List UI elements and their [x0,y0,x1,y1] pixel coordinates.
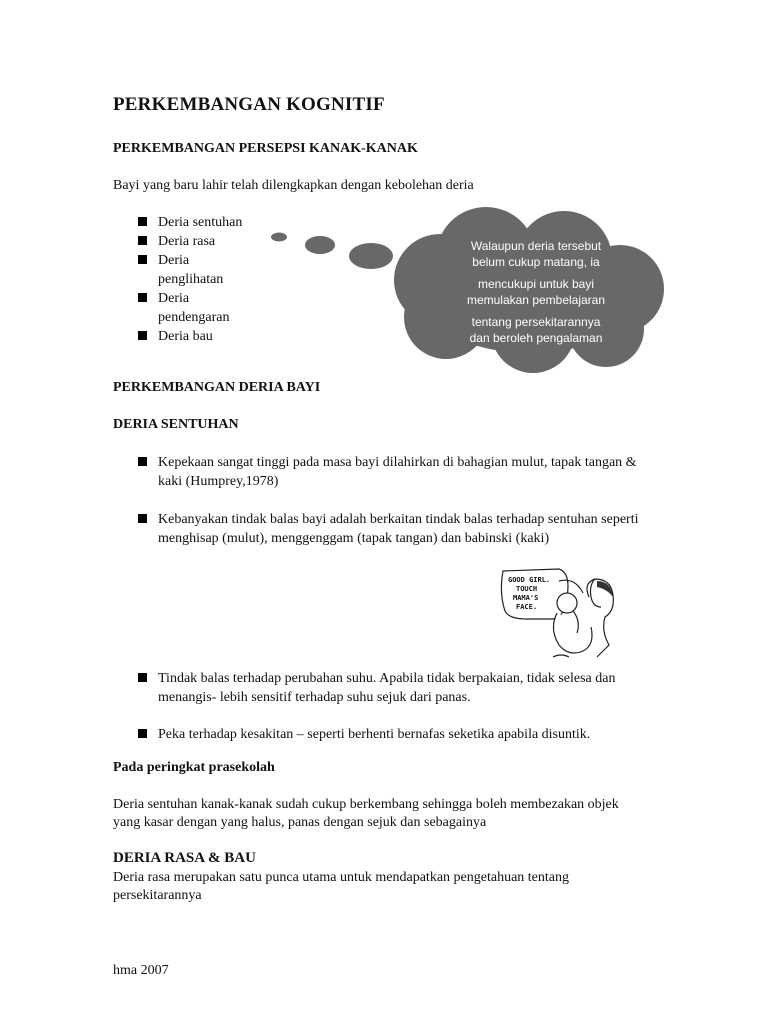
caption-line: TOUCH [516,585,538,593]
deria-rasa-heading: DERIA RASA & BAU [113,850,256,866]
thought-dot-medium [305,236,335,254]
sub-heading-deria-sentuhan: DERIA SENTUHAN [113,417,239,432]
caption-line: GOOD GIRL. [508,576,551,584]
prasekolah-text: Deria sentuhan kanak-kanak sudah cukup berkembang sehingga boleh membezakan objek yang kasar dengan yang halus, panas dengan sejuk dan sebagainya [113,797,619,830]
sentuhan-list-a [137,453,642,548]
list-item: Deria penglihatan [137,251,255,289]
list-item: Kepekaan sangat tinggi pada masa bayi dilahirkan di bahagian mulut, tapak tangan & kaki (Humprey,1978) [137,453,642,491]
list-item: Kebanyakan tindak balas bayi adalah berkaitan tindak balas terhadap sentuhan seperti menghisap (mulut), menggenggam (tapak tangan) dan babinski (kaki) [137,510,642,548]
thought-dot-small [271,233,287,242]
intro-text: Bayi yang baru lahir telah dilengkapkan dengan kebolehan deria [113,178,474,193]
deria-rasa-text: Deria rasa merupakan satu punca utama untuk mendapatkan pengetahuan tentang persekitarannya [113,870,569,903]
list-item: Peka terhadap kesakitan – seperti berhenti bernafas seketika apabila disuntik. [137,725,657,744]
bubble-line: tentang persekitarannya [471,315,601,329]
list-item: Deria sentuhan [137,213,255,232]
list-item: Deria pendengaran [137,289,255,327]
page-title: PERKEMBANGAN KOGNITIF [113,94,385,115]
senses-list [137,213,255,346]
mother-baby-illustration [497,567,619,661]
list-item: Deria rasa [137,232,255,251]
bubble-line: Walaupun deria tersebut [470,239,602,253]
sentuhan-list-b [137,669,657,744]
thought-dot-large [349,243,393,269]
section-heading-persepsi: PERKEMBANGAN PERSEPSI KANAK-KANAK [113,141,418,156]
bubble-line: mencukupi untuk bayi [477,277,595,291]
caption-line: FACE. [516,603,538,611]
prasekolah-heading: Pada peringkat prasekolah [113,760,275,775]
bubble-line: dan beroleh pengalaman [469,331,603,345]
thought-bubble-text [438,238,634,346]
list-item: Deria bau [137,327,255,346]
caption-line: MAMA'S [513,594,539,602]
footer-text: hma 2007 [113,963,169,978]
section-heading-deria-bayi: PERKEMBANGAN DERIA BAYI [113,380,321,395]
bubble-line: memulakan pembelajaran [466,293,606,307]
bubble-line: belum cukup matang, ia [472,255,600,269]
list-item: Tindak balas terhadap perubahan suhu. Apabila tidak berpakaian, tidak selesa dan menangis- lebih sensitif terhadap suhu sejuk dari panas. [137,669,657,707]
